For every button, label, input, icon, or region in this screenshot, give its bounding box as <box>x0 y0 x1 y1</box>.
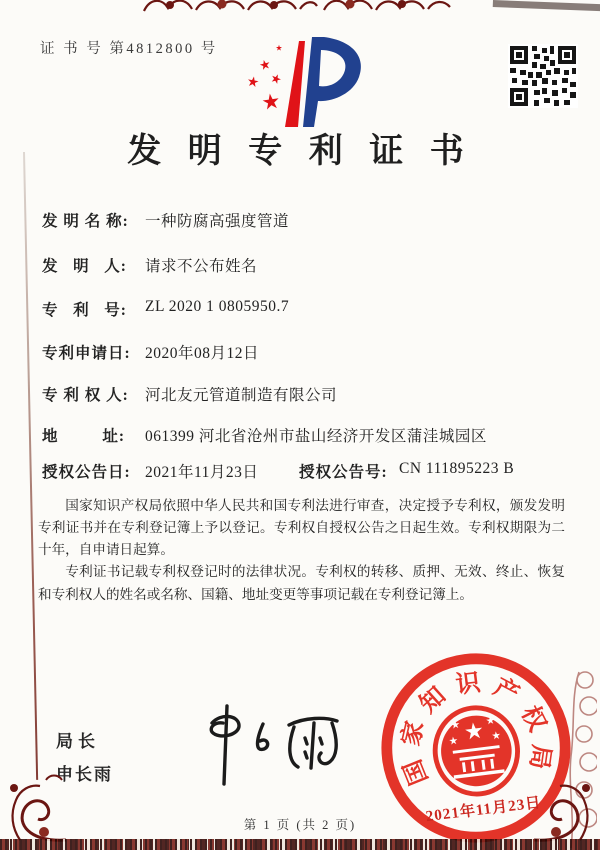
legal-paragraph-2: 专利证书记载专利权登记时的法律状况。专利权的转移、质押、无效、终止、恢复和专利权人的姓名或名称、国籍、地址变更等事项记载在专利登记簿上。 <box>38 564 565 602</box>
svg-text:产: 产 <box>489 673 524 709</box>
grant-number-label: 授权公告号: <box>299 464 388 481</box>
top-border-ornament-left-icon <box>140 0 318 13</box>
field-value: 河北友元管道制造有限公司 <box>145 387 338 404</box>
top-border-ornament-right-icon <box>322 0 454 13</box>
scan-edge-shadow <box>493 0 600 12</box>
field-value: 2021年11月23日 <box>145 464 259 481</box>
certificate-title: 发 明 专 利 证 书 <box>127 133 473 170</box>
logo-red-wedge <box>285 41 305 127</box>
national-emblem-icon <box>430 703 522 799</box>
field-value: 061399 河北省沧州市盐山经济开发区蒲洼城园区 <box>145 428 487 445</box>
field-value: 2020年08月12日 <box>145 345 260 362</box>
field-row-address <box>0 424 600 448</box>
director-signature <box>193 696 358 792</box>
logo-star-icon <box>259 59 271 71</box>
logo-star-icon <box>247 76 259 88</box>
field-label: 地 址: <box>42 428 126 445</box>
bottom-left-corner-ornament-icon <box>0 766 70 846</box>
svg-text:权: 权 <box>515 701 551 736</box>
svg-text:国: 国 <box>399 755 434 789</box>
bottom-right-corner-ornament-icon <box>530 766 600 846</box>
certificate-number: 证 书 号 第4812800 号 <box>40 41 218 57</box>
svg-text:家: 家 <box>397 718 430 749</box>
field-value: 一种防腐高强度管道 <box>145 213 290 230</box>
field-row-patentee <box>0 383 600 407</box>
field-row-filing-date <box>0 341 600 365</box>
svg-text:识: 识 <box>454 669 482 700</box>
cnipa-logo <box>228 33 373 131</box>
field-row-grant-date <box>0 460 600 484</box>
seal-date: 2021年11月23日 <box>424 794 543 826</box>
grant-number-value: CN 111895223 B <box>399 460 515 477</box>
director-title: 局长 <box>56 732 100 751</box>
legal-paragraph-1: 国家知识产权局依照中华人民共和国专利法进行审查，决定授予专利权，颁发发明专利证书并在专利登记簿上予以登记。专利权自授权公告之日起生效。专利权期限为二十年，自申请日起算。 <box>38 498 565 558</box>
field-value: ZL 2020 1 0805950.7 <box>145 298 290 315</box>
field-row-patent-number <box>0 298 600 322</box>
logo-star-icon <box>270 73 282 85</box>
field-label: 专 利 号: <box>42 302 127 319</box>
field-row-invention-name <box>0 209 600 233</box>
field-label: 授权公告日: <box>42 464 131 481</box>
logo-star-icon <box>276 45 282 51</box>
logo-letter-p <box>303 37 361 127</box>
field-label: 专利申请日: <box>42 345 131 362</box>
field-label: 发 明 人: <box>42 258 127 275</box>
bottom-border-fringe <box>0 839 600 850</box>
legal-text <box>38 495 565 606</box>
director-name: 申长雨 <box>56 765 113 784</box>
svg-text:局: 局 <box>524 742 555 771</box>
field-value: 请求不公布姓名 <box>145 258 258 275</box>
logo-star-icon <box>262 92 280 109</box>
field-label: 专 利 权 人: <box>42 387 129 404</box>
field-label: 发 明 名 称: <box>42 213 129 230</box>
page-number: 第 1 页 (共 2 页) <box>243 818 357 832</box>
qr-code <box>508 44 578 108</box>
svg-text:知: 知 <box>414 681 452 719</box>
field-row-inventor <box>0 254 600 278</box>
